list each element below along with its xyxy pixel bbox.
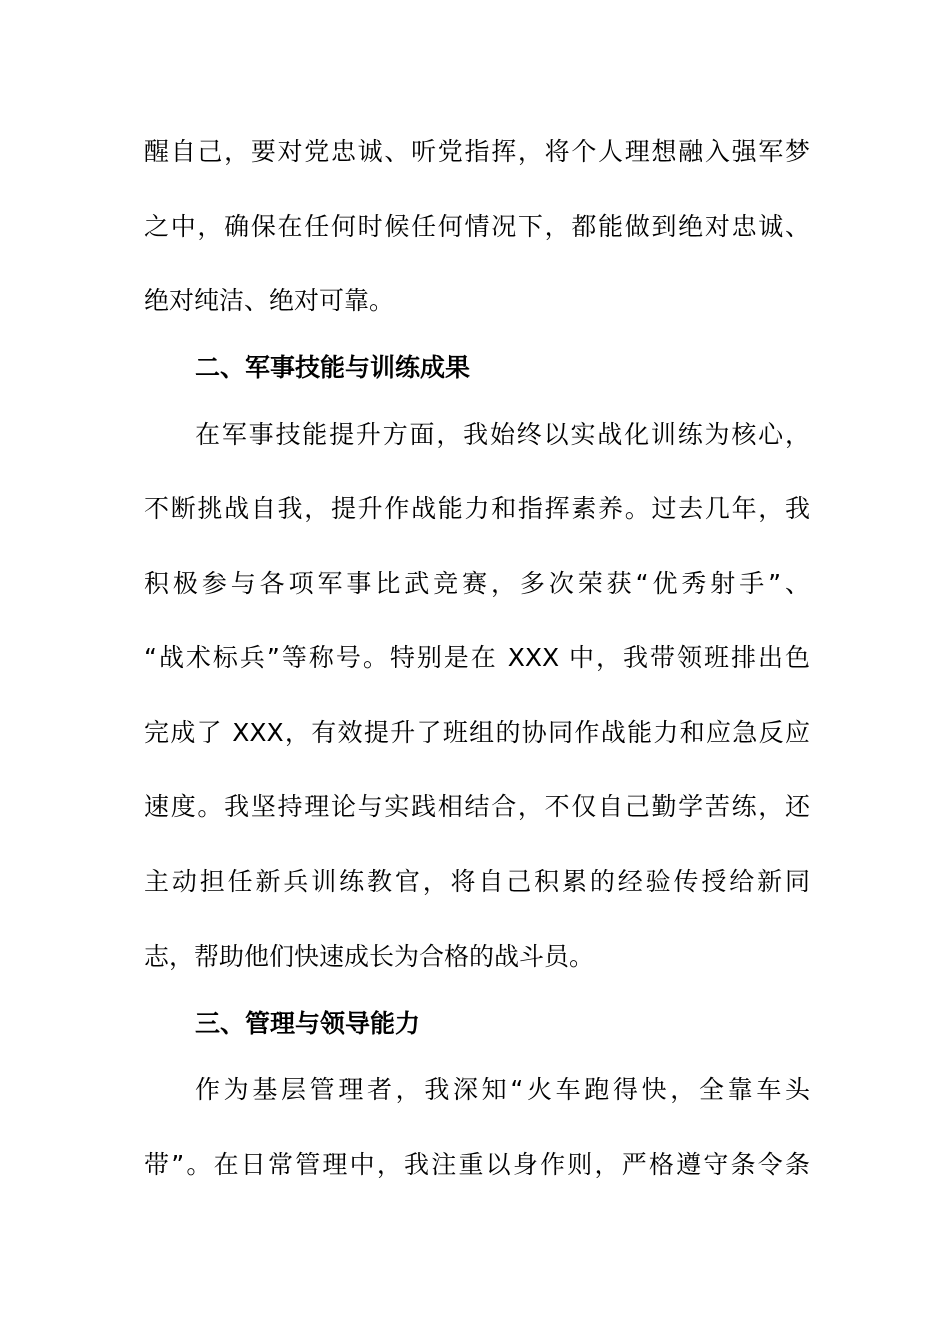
paragraph-line: 积极参与各项军事比武竞赛，多次荣获“优秀射手”、 xyxy=(144,569,810,598)
paragraph-line: “战术标兵”等称号。特别是在 XXX 中，我带领班排出色 xyxy=(144,643,810,672)
paragraph-line: 不断挑战自我，提升作战能力和指挥素养。过去几年，我 xyxy=(144,494,810,523)
paragraph-line: 志，帮助他们快速成长为合格的战斗员。 xyxy=(144,942,595,971)
section-heading: 三、管理与领导能力 xyxy=(195,1009,421,1038)
paragraph-line: 带”。在日常管理中，我注重以身作则，严格遵守条令条 xyxy=(144,1150,810,1179)
paragraph-line: 完成了 XXX，有效提升了班组的协同作战能力和应急反应 xyxy=(144,718,810,747)
paragraph-line: 醒自己，要对党忠诚、听党指挥，将个人理想融入强军梦 xyxy=(144,137,810,166)
paragraph-line: 主动担任新兵训练教官，将自己积累的经验传授给新同 xyxy=(144,867,810,896)
paragraph-line: 作为基层管理者，我深知“火车跑得快，全靠车头 xyxy=(195,1075,810,1104)
paragraph-line: 速度。我坚持理论与实践相结合，不仅自己勤学苦练，还 xyxy=(144,792,810,821)
paragraph-line: 之中，确保在任何时候任何情况下，都能做到绝对忠诚、 xyxy=(144,212,810,241)
section-heading: 二、军事技能与训练成果 xyxy=(195,353,471,382)
paragraph-line: 在军事技能提升方面，我始终以实战化训练为核心， xyxy=(195,420,810,449)
paragraph-line: 绝对纯洁、绝对可靠。 xyxy=(144,286,395,315)
